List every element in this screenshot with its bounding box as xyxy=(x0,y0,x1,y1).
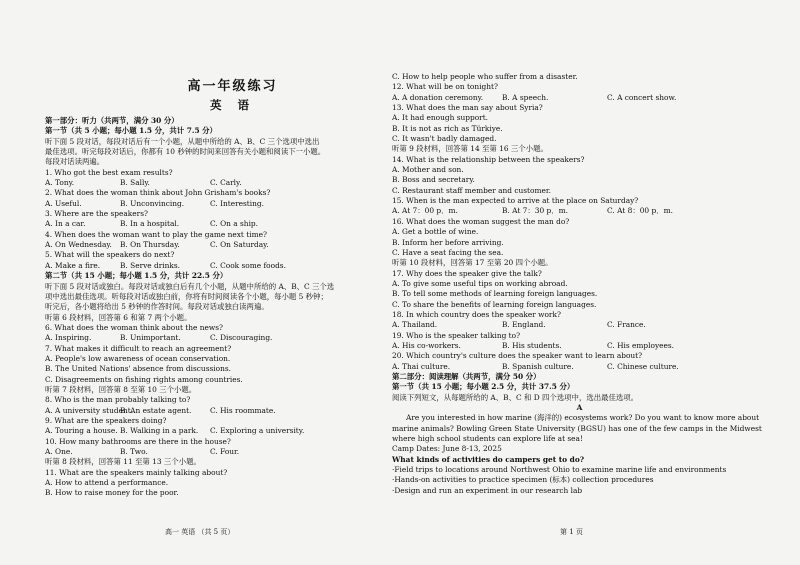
text-line: 4. When does the woman want to play the game next time? xyxy=(45,229,267,239)
answer-options xyxy=(45,240,420,250)
text-line: 每段对话读两遍。 xyxy=(45,157,105,167)
right-column xyxy=(392,72,767,496)
right-question-list xyxy=(392,72,767,413)
answer-option: A. At 7：00 p．m. xyxy=(392,206,458,216)
answer-option: C. A concert show. xyxy=(607,92,677,102)
text-line: B. To tell some methods of learning foreign languages. xyxy=(392,289,598,299)
answer-options xyxy=(45,333,420,343)
answer-option: B. Serve drinks. xyxy=(120,260,181,270)
answer-option: C. Four. xyxy=(210,447,240,456)
text-line: 13. What does the man say about Syria? xyxy=(392,103,543,113)
text-line: 6. What does the woman think about the news? xyxy=(45,322,223,332)
answer-options xyxy=(392,362,767,372)
answer-option: C. Carly. xyxy=(210,178,242,188)
text-line: 11. What are the speakers mainly talking about? xyxy=(45,467,228,477)
answer-option: B. His students. xyxy=(502,340,562,350)
answer-option: C. Chinese culture. xyxy=(607,361,679,371)
text-line: B. The United Nations' absence from discussions. xyxy=(45,364,231,374)
answer-option: B. In a hospital. xyxy=(120,219,180,229)
answer-options xyxy=(45,178,420,188)
right-page-footer: 第 1 页 xyxy=(560,528,583,536)
answer-option: A. In a car. xyxy=(45,219,86,229)
text-line: 14. What is the relationship between the speakers? xyxy=(392,154,585,164)
text-line: 听下面 5 段对话，每段对话后有一个小题，从题中所给的 A、B、C 三个选项中选出 xyxy=(45,136,320,146)
text-line: 1. Who got the best exam results? xyxy=(45,167,173,177)
answer-option: B. A speech. xyxy=(502,92,549,102)
text-line: A. To give some useful tips on working abroad. xyxy=(392,278,568,288)
section-heading: 第二部分：阅读理解（共两节，满分 50 分） xyxy=(392,371,541,381)
answer-option: B. Walking in a park. xyxy=(120,426,199,436)
text-line: 19. Who is the speaker talking to? xyxy=(392,330,521,340)
text-line: 2. What does the woman think about John Grisham's books? xyxy=(45,188,271,198)
answer-options xyxy=(392,206,767,216)
answer-option: A. Inspiring. xyxy=(45,333,92,343)
text-line: C. Disagreements on fishing rights among countries. xyxy=(45,374,243,384)
answer-options xyxy=(45,261,420,271)
answer-option: B. Two. xyxy=(120,447,148,456)
answer-option: B. Spanish culture. xyxy=(502,361,574,371)
text-line: C. Restaurant staff member and customer. xyxy=(392,185,551,195)
answer-option: A. On Wednesday. xyxy=(45,240,112,250)
answer-option: C. Interesting. xyxy=(210,198,264,208)
text-line: 17. Why does the speaker give the talk? xyxy=(392,268,542,278)
answer-option: A. Thai culture. xyxy=(392,361,451,371)
text-line: 18. In which country does the speaker work? xyxy=(392,309,561,319)
text-line: C. To share the benefits of learning foreign languages. xyxy=(392,299,597,309)
answer-option: C. Discouraging. xyxy=(210,333,273,343)
text-line: 15. When is the man expected to arrive at the place on Saturday? xyxy=(392,196,639,206)
answer-option: A. A university student. xyxy=(45,405,134,415)
answer-option: C. Exploring a university. xyxy=(210,426,305,436)
text-line: ·Field trips to locations around Northwest Ohio to examine marine life and environments xyxy=(392,465,727,475)
left-question-list xyxy=(45,116,420,499)
text-line: C. How to help people who suffer from a disaster. xyxy=(392,72,578,81)
text-line: 听第 7 段材料，回答第 8 至第 10 三个小题。 xyxy=(45,384,197,394)
text-line: 8. Who is the man probably talking to? xyxy=(45,395,191,405)
section-heading: 第一节（共 5 小题；每小题 1.5 分，共计 7.5 分） xyxy=(45,126,217,136)
text-line: 10. How many bathrooms are there in the house? xyxy=(45,436,231,446)
answer-option: B. On Thursday. xyxy=(120,240,180,250)
subject-title: 英 语 xyxy=(209,98,255,112)
text-line: 5. What will the speakers do next? xyxy=(45,250,175,260)
text-line: 听第 10 段材料，回答第 17 至第 20 四个小题。 xyxy=(392,258,553,268)
text-line: 听完后，各小题将给出 5 秒钟的作答时间。每段对话或独白读两遍。 xyxy=(45,302,269,312)
text-line: 阅读下列短文，从每题所给的 A、B、C 和 D 四个选项中，选出最佳选项。 xyxy=(392,392,639,402)
answer-option: B. An estate agent. xyxy=(120,405,192,415)
text-line: ·Design and run an experiment in our research lab xyxy=(392,485,583,495)
answer-option: A. One. xyxy=(45,447,73,456)
answer-option: B. England. xyxy=(502,320,546,330)
answer-option: C. At 8：00 p．m. xyxy=(607,206,673,216)
text-line: 听第 6 段材料，回答第 6 和第 7 两个小题。 xyxy=(45,312,192,322)
section-heading: What kinds of activities do campers get to do? xyxy=(392,454,585,464)
section-heading: 第一节（共 15 小题；每小题 2.5 分，共计 37.5 分） xyxy=(392,382,575,392)
section-heading: 第二节（共 15 小题；每小题 1.5 分，共计 22.5 分） xyxy=(45,271,228,281)
answer-option: B. Sally. xyxy=(120,178,150,188)
answer-options xyxy=(392,320,767,330)
text-line: 听第 8 段材料，回答第 11 至第 13 三个小题。 xyxy=(45,457,201,467)
answer-options xyxy=(392,93,767,103)
text-line: 最佳选项。听完每段对话后，你都有 10 秒钟的时间来回答有关小题和阅读下一小题。 xyxy=(45,147,326,157)
text-line: ·Hands-on activities to practice specimen (标本) collection procedures xyxy=(392,475,654,485)
text-line: 7. What makes it difficult to reach an agreement? xyxy=(45,343,232,353)
answer-option: C. His employees. xyxy=(607,340,675,350)
text-line: A. People's low awareness of ocean conservation. xyxy=(45,353,231,363)
text-line: 听下面 5 段对话或独白。每段对话或独白后有几个小题，从题中所给的 A、B、C 三个选 xyxy=(45,281,335,291)
text-line: 项中选出最佳选项。听每段对话或独白前，你将有时间阅读各个小题，每小题 5 秒钟； xyxy=(45,291,328,301)
answer-option: A. Tony. xyxy=(45,178,75,188)
answer-option: A. Make a fire. xyxy=(45,260,101,270)
answer-options xyxy=(45,199,420,209)
passage-a-intro: Are you interested in how marine (海洋的) ecosystems work? Do you want to know more about marine animals? Bowling Green State University (BGSU) has one of the few camps in the Midwest where high school students can explore life at sea! xyxy=(392,413,762,444)
answer-option: B. Unconvincing. xyxy=(120,198,185,208)
left-page-footer: 高一 英语 （共 5 页） xyxy=(165,528,235,536)
text-line: A. How to attend a performance. xyxy=(45,478,169,488)
answer-option: C. Cook some foods. xyxy=(210,260,286,270)
text-line: B. It is not as rich as Türkiye. xyxy=(392,123,503,133)
text-line: 20. Which country's culture does the speaker want to learn about? xyxy=(392,351,643,361)
answer-options xyxy=(45,406,420,416)
section-heading: 第一部分：听力（共两节，满分 30 分） xyxy=(45,116,179,125)
answer-option: C. France. xyxy=(607,320,646,330)
answer-option: C. On Saturday. xyxy=(210,240,269,250)
text-line: 9. What are the speakers doing? xyxy=(45,415,167,425)
exam-title: 高一年级练习 xyxy=(187,79,278,94)
text-line: 听第 9 段材料，回答第 14 至第 16 三个小题。 xyxy=(392,144,548,154)
text-line: 12. What will be on tonight? xyxy=(392,82,498,92)
answer-option: A. A donation ceremony. xyxy=(392,92,484,102)
answer-options xyxy=(45,447,420,457)
answer-options xyxy=(392,341,767,351)
left-column xyxy=(45,78,420,499)
text-line: B. Inform her before arriving. xyxy=(392,237,504,247)
answer-option: A. Touring a house. xyxy=(45,426,118,436)
text-line: A xyxy=(576,403,583,412)
answer-option: A. Thailand. xyxy=(392,320,438,330)
answer-option: B. Unimportant. xyxy=(120,333,181,343)
text-line: B. Boss and secretary. xyxy=(392,175,475,185)
text-line: C. It wasn't badly damaged. xyxy=(392,134,497,144)
answer-option: A. Useful. xyxy=(45,198,82,208)
text-line: A. Mother and son. xyxy=(392,165,464,175)
text-line: Camp Dates: June 8-13, 2025 xyxy=(392,444,502,454)
answer-option: B. At 7：30 p．m. xyxy=(502,206,568,216)
camp-info-list xyxy=(392,444,767,496)
answer-option: C. His roommate. xyxy=(210,405,276,415)
answer-option: A. His co-workers. xyxy=(392,340,461,350)
answer-option: C. On a ship. xyxy=(210,219,259,229)
text-line: C. Have a seat facing the sea. xyxy=(392,247,504,257)
text-line: A. It had enough support. xyxy=(392,113,489,123)
text-line: 16. What does the woman suggest the man do? xyxy=(392,216,570,226)
text-line: 3. Where are the speakers? xyxy=(45,209,148,219)
text-line: B. How to raise money for the poor. xyxy=(45,488,179,498)
text-line: A. Get a bottle of wine. xyxy=(392,227,479,237)
answer-options xyxy=(45,219,420,229)
answer-options xyxy=(45,426,420,436)
